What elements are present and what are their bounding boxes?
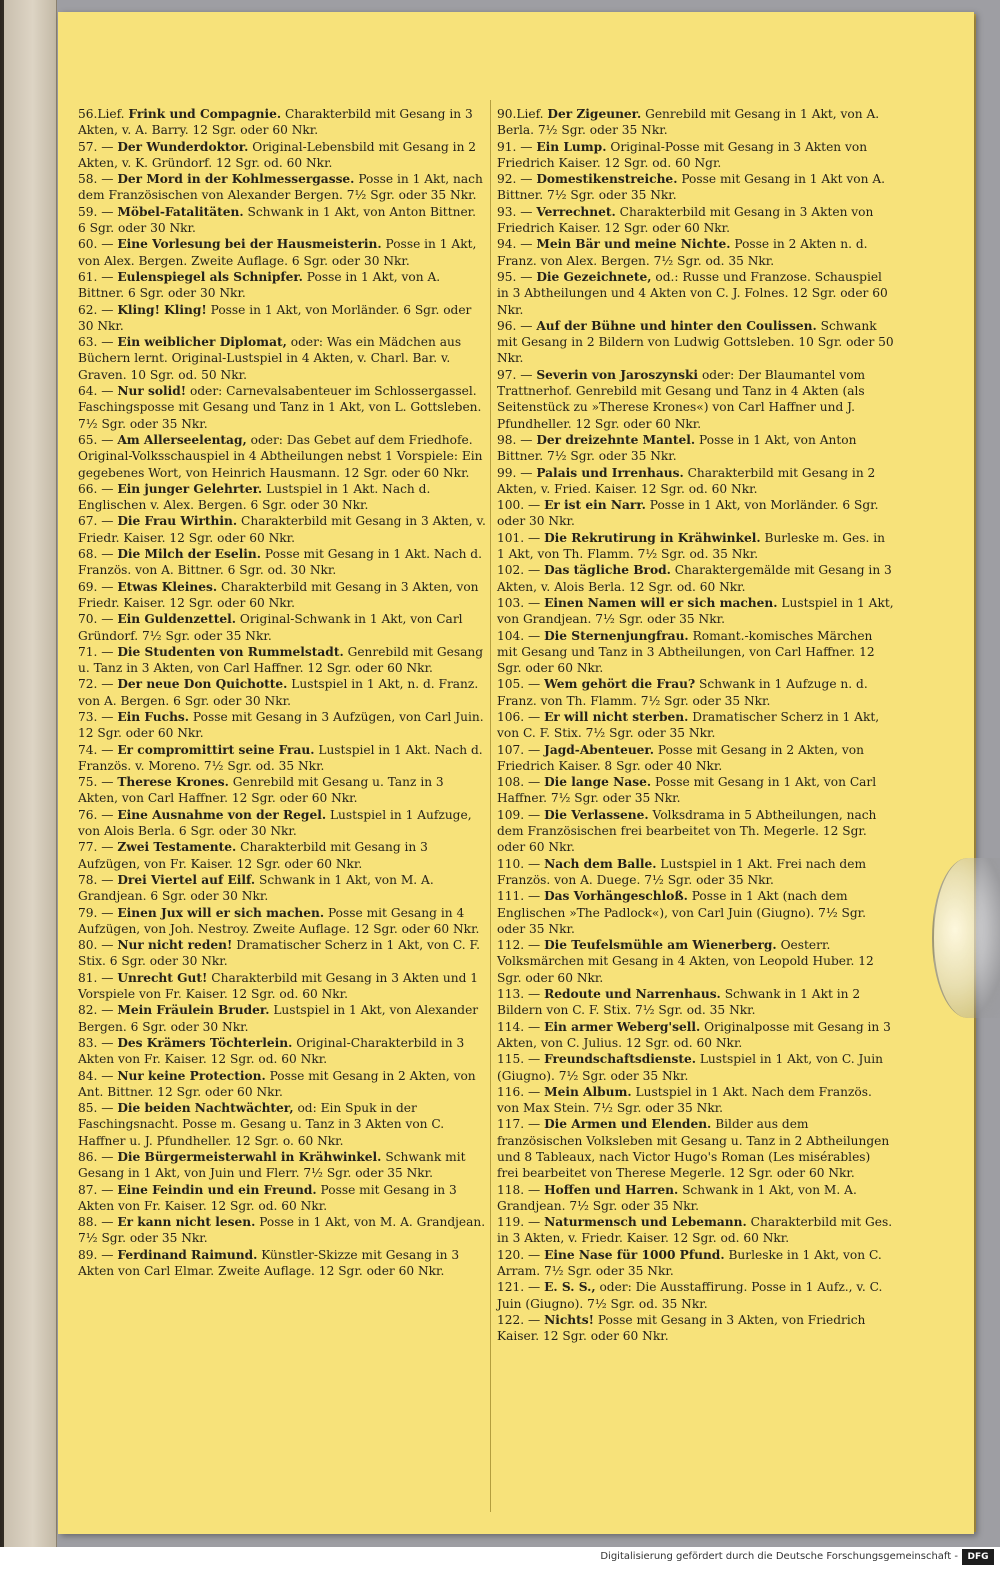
entry-title: Jagd-Abenteuer. (544, 742, 654, 757)
entry-title: Die Armen und Elenden. (544, 1117, 712, 1132)
catalog-entry (78, 1002, 486, 1035)
entry-number: 111. — (497, 889, 541, 904)
entry-description: Dramatischer Scherz in 1 Akt, von C. F. Stix. 7½ Sgr. oder 35 Nkr. (497, 709, 880, 741)
entry-number: 68. — (78, 547, 114, 562)
entry-title: Nur keine Protection. (117, 1068, 266, 1083)
catalog-entry (78, 742, 486, 775)
entry-description: Lustspiel in 1 Akt. Nach d. Englischen v. Alex. Bergen. 6 Sgr. oder 30 Nkr. (78, 481, 431, 513)
catalog-entry (497, 1051, 895, 1084)
catalog-entry (497, 171, 895, 204)
entry-description: Posse in 1 Akt (nach dem Englischen »The Padlock«), von Carl Juin (Giugno). 7½ Sgr. oder 35 Nkr. (497, 889, 867, 936)
entry-number: 76. — (78, 807, 114, 822)
catalog-entry (497, 595, 895, 628)
catalog-entry (78, 709, 486, 742)
left-column (78, 106, 486, 1279)
catalog-entry (78, 546, 486, 579)
catalog-entry (497, 204, 895, 237)
entry-number: 82. — (78, 1003, 114, 1018)
entry-number: 89. — (78, 1247, 114, 1262)
entry-description: Lustspiel in 1 Aufzuge, von Alois Berla. 6 Sgr. oder 30 Nkr. (78, 807, 472, 839)
entry-number: 81. — (78, 970, 114, 985)
entry-number: 101. — (497, 530, 541, 545)
entry-description: oder: Carnevalsabenteuer im Schlossergassel. Faschingsposse mit Gesang und Tanz in 1 Akt, von L. Gottsleben. 7½ Sgr. oder 35 Nkr. (78, 384, 482, 431)
entry-title: Ein Fuchs. (117, 709, 190, 724)
entry-description: Romant.-komisches Märchen mit Gesang und Tanz in 3 Abtheilungen, von Carl Haffner. 12 Sgr. oder 60 Nkr. (497, 628, 875, 676)
entry-number: 72. — (78, 677, 114, 692)
entry-title: Die Frau Wirthin. (117, 514, 238, 529)
entry-title: Redoute und Narrenhaus. (544, 987, 721, 1002)
entry-title: Der Mord in der Kohlmessergasse. (117, 172, 355, 187)
entry-title: Ferdinand Raimund. (117, 1247, 258, 1262)
entry-description: Posse mit Gesang in 4 Aufzügen, von Joh. Nestroy. Zweite Auflage. 12 Sgr. oder 60 Nkr. (78, 905, 480, 936)
entry-title: Hoffen und Harren. (544, 1182, 679, 1197)
entry-description: od.: Russe und Franzose. Schauspiel in 3 Abtheilungen und 4 Akten von C. J. Folnes. 12 Sgr. oder 60 Nkr. (497, 269, 888, 317)
entry-number: 79. — (78, 905, 114, 920)
catalog-entry (78, 171, 486, 204)
entry-description: Lustspiel in 1 Akt. Nach dem Französ. von Max Stein. 7½ Sgr. oder 35 Nkr. (497, 1084, 872, 1116)
catalog-entry (497, 1084, 895, 1117)
catalog-entry (78, 1182, 486, 1215)
catalog-entry (78, 236, 486, 269)
entry-number: 109. — (497, 807, 541, 822)
catalog-entry (497, 986, 895, 1019)
entry-description: Posse mit Gesang in 3 Akten, von Friedrich Kaiser. 12 Sgr. oder 60 Nkr. (497, 1312, 866, 1344)
catalog-entry (497, 1312, 895, 1345)
entry-description: Lustspiel in 1 Akt. Nach d. Französ. v. Moreno. 7½ Sgr. od. 35 Nkr. (78, 742, 483, 773)
entry-title: Einen Namen will er sich machen. (544, 595, 778, 610)
catalog-entry (78, 807, 486, 840)
catalog-entry (497, 318, 895, 367)
catalog-entry (497, 236, 895, 269)
entry-description: Charaktergemälde mit Gesang in 3 Akten, v. Alois Berla. 12 Sgr. od. 60 Nkr. (497, 563, 892, 594)
catalog-entry (497, 432, 895, 465)
catalog-entry (78, 774, 486, 807)
entry-description: Burleske in 1 Akt, von C. Arram. 7½ Sgr. oder 35 Nkr. (497, 1247, 882, 1279)
entry-number: 121. — (497, 1280, 541, 1295)
entry-description: Genrebild mit Gesang u. Tanz in 3 Akten, von Carl Haffner. 12 Sgr. oder 60 Nkr. (78, 644, 484, 676)
catalog-entry (78, 937, 486, 970)
entry-title: Wem gehört die Frau? (544, 677, 696, 692)
catalog-entry (497, 1019, 895, 1052)
catalog-entry (497, 709, 895, 742)
entry-title: Eine Nase für 1000 Pfund. (544, 1247, 725, 1262)
catalog-entry (78, 970, 486, 1003)
entry-number: 59. — (78, 204, 114, 219)
entry-number: 114. — (497, 1019, 541, 1034)
entry-description: Posse in 1 Akt, von Morländer. 6 Sgr. oder 30 Nkr. (78, 302, 472, 333)
entry-description: oder: Der Blaumantel vom Trattnerhof. Genrebild mit Gesang und Tanz in 4 Akten (als Seitenstück zu »Therese Krones«) von Carl Haffner und J. Pfundheller. 12 Sgr. oder 60 Nkr. (497, 367, 866, 431)
catalog-entry (497, 139, 895, 172)
entry-number: 110. — (497, 856, 541, 871)
entry-title: Der neue Don Quichotte. (117, 677, 288, 692)
catalog-entry (78, 204, 486, 237)
entry-description: Burleske m. Ges. in 1 Akt, von Th. Flamm. 7½ Sgr. od. 35 Nkr. (497, 530, 885, 562)
entry-description: Genrebild mit Gesang in 1 Akt, von A. Berla. 7½ Sgr. oder 35 Nkr. (497, 107, 880, 138)
entry-number: 113. — (497, 987, 541, 1002)
entry-title: Mein Bär und meine Nichte. (536, 237, 731, 252)
entry-title: Der Zigeuner. (547, 107, 642, 121)
catalog-entry (497, 856, 895, 889)
entry-number: 84. — (78, 1068, 114, 1083)
entry-number: 94. — (497, 237, 533, 252)
entry-description: Original-Charakterbild in 3 Akten von Fr. Kaiser. 12 Sgr. od. 60 Nkr. (78, 1035, 465, 1067)
entry-title: Ein weiblicher Diplomat, (117, 335, 287, 350)
entry-description: Posse mit Gesang in 1 Akt von A. Bittner. 7½ Sgr. oder 35 Nkr. (497, 172, 886, 203)
entry-number: 75. — (78, 775, 114, 790)
entry-title: Nur nicht reden! (117, 938, 233, 953)
catalog-entry (497, 676, 895, 709)
entry-number: 119. — (497, 1215, 541, 1230)
entry-number: 69. — (78, 579, 114, 594)
catalog-entry (78, 905, 486, 938)
entry-title: Einen Jux will er sich machen. (117, 905, 325, 920)
entry-number: 71. — (78, 644, 114, 659)
catalog-entry (497, 628, 895, 677)
entry-title: Eulenspiegel als Schnipfer. (117, 269, 303, 284)
entry-title: Nur solid! (117, 384, 187, 399)
entry-description: Bilder aus dem französischen Volksleben mit Gesang u. Tanz in 2 Abtheilungen und 8 Tableaux, nach Victor Hugo's Roman (Les misérables) frei bearbeitet von Therese Megerle. 12 Sgr. oder 60 Nkr. (497, 1117, 890, 1181)
digitization-credit: Digitalisierung gefördert durch die Deutsche Forschungsgemeinschaft - (600, 1551, 958, 1562)
catalog-entry (497, 1116, 895, 1181)
entry-description: Charakterbild mit Gesang in 3 Akten und 1 Vorspiele von Fr. Kaiser. 12 Sgr. od. 60 Nkr. (78, 970, 479, 1002)
entry-description: Posse in 1 Akt, von Morländer. 6 Sgr. oder 30 Nkr. (497, 498, 879, 529)
entry-title: Mein Fräulein Bruder. (117, 1003, 270, 1018)
entry-description: Posse in 1 Akt, von Anton Bittner. 7½ Sgr. oder 35 Nkr. (497, 432, 857, 464)
entry-title: Ein Guldenzettel. (117, 612, 236, 627)
entry-description: Posse in 2 Akten n. d. Franz. von Alex. Bergen. 7½ Sgr. od. 35 Nkr. (497, 237, 868, 268)
entry-number: 74. — (78, 742, 114, 757)
entry-title: Der Wunderdoktor. (117, 139, 249, 154)
entry-description: Posse mit Gesang in 2 Akten, von Friedrich Kaiser. 8 Sgr. oder 40 Nkr. (497, 742, 864, 773)
entry-title: Ein Lump. (536, 139, 607, 154)
entry-description: Schwank mit Gesang in 1 Akt, von Juin und Flerr. 7½ Sgr. oder 35 Nkr. (78, 1150, 466, 1181)
entry-description: Original-Schwank in 1 Akt, von Carl Gründorf. 7½ Sgr. oder 35 Nkr. (78, 612, 463, 643)
previous-page-edge (4, 0, 57, 1547)
entry-description: Oesterr. Volksmärchen mit Gesang in 4 Akten, von Leopold Huber. 12 Sgr. oder 60 Nkr. (497, 938, 874, 985)
entry-description: oder: Was ein Mädchen aus Büchern lernt. Original-Lustspiel in 4 Akten, v. Charl. Bar. v. Graven. 10 Sgr. od. 50 Nkr. (78, 335, 462, 382)
entry-title: Therese Krones. (117, 775, 229, 790)
catalog-entry (78, 1100, 486, 1149)
catalog-entry (497, 530, 895, 563)
entry-number: 97. — (497, 367, 533, 382)
entry-description: Lustspiel in 1 Akt, von C. Juin (Giugno). 7½ Sgr. oder 35 Nkr. (497, 1052, 884, 1083)
entry-title: Severin von Jaroszynski (536, 367, 699, 382)
entry-number: 106. — (497, 709, 541, 724)
entry-number: 103. — (497, 595, 541, 610)
entry-title: Möbel-Fatalitäten. (117, 204, 244, 219)
entry-title: Drei Viertel auf Eilf. (117, 872, 256, 887)
catalog-entry (78, 481, 486, 514)
catalog-entry (78, 334, 486, 383)
entry-number: 86. — (78, 1150, 114, 1164)
entry-title: Die Gezeichnete, (536, 269, 652, 284)
entry-title: Nichts! (544, 1312, 594, 1327)
entry-title: Die Rekrutirung in Krähwinkel. (544, 530, 761, 545)
entry-description: od: Ein Spuk in der Faschingsnacht. Posse m. Gesang u. Tanz in 3 Akten von C. Haffner u. J. Pfundheller. 12 Sgr. o. 60 Nkr. (78, 1101, 445, 1148)
entry-number: 118. — (497, 1182, 541, 1197)
entry-description: Posse in 1 Akt, von A. Bittner. 6 Sgr. oder 30 Nkr. (78, 269, 441, 301)
entry-title: Er will nicht sterben. (544, 709, 689, 724)
catalog-entry (78, 269, 486, 302)
catalog-entry (497, 106, 895, 139)
entry-title: Eine Feindin und ein Freund. (117, 1182, 317, 1197)
entry-title: Unrecht Gut! (117, 970, 208, 985)
catalog-entry (497, 1214, 895, 1247)
entry-title: E. S. S., (544, 1280, 596, 1295)
entry-number: 105. — (497, 677, 541, 692)
catalog-entry (78, 432, 486, 481)
entry-title: Die Studenten von Rummelstadt. (117, 644, 344, 659)
glass-weight-reflection (932, 858, 1000, 1018)
entry-title: Die Milch der Eselin. (117, 547, 262, 562)
entry-title: Der dreizehnte Mantel. (536, 432, 696, 447)
entry-description: Charakterbild mit Gesang in 3 Akten, v. A. Barry. 12 Sgr. oder 60 Nkr. (78, 107, 473, 138)
entry-number: 96. — (497, 318, 533, 333)
entry-description: Schwank in 1 Akt, von Anton Bittner. 6 Sgr. oder 30 Nkr. (78, 204, 477, 236)
catalog-entry (78, 872, 486, 905)
entry-description: Schwank mit Gesang in 2 Bildern von Ludwig Gottsleben. 10 Sgr. oder 50 Nkr. (497, 318, 894, 366)
entry-number: 98. — (497, 432, 533, 447)
catalog-entry (497, 742, 895, 775)
entry-number: 87. — (78, 1182, 114, 1197)
entry-number: 120. — (497, 1247, 541, 1262)
entry-number: 60. — (78, 237, 114, 252)
entry-description: Posse mit Gesang in 3 Aufzügen, von Carl Juin. 12 Sgr. oder 60 Nkr. (78, 709, 484, 741)
entry-description: Schwank in 1 Akt in 2 Bildern von C. F. Stix. 7½ Sgr. od. 35 Nkr. (497, 987, 861, 1018)
catalog-entry (78, 106, 486, 139)
entry-title: Frink und Compagnie. (128, 107, 282, 121)
entry-description: oder: Das Gebet auf dem Friedhofe. Original-Volksschauspiel in 4 Abtheilungen nebst 1 Vorspiele: Ein gegebenes Wort, von Heinrich Hausmann. 12 Sgr. oder 60 Nkr. (78, 432, 483, 480)
entry-number: 100. — (497, 498, 541, 513)
entry-description: Posse in 1 Akt, von M. A. Grandjean. 7½ Sgr. oder 35 Nkr. (78, 1215, 486, 1246)
catalog-entry (78, 579, 486, 612)
entry-number: 115. — (497, 1052, 541, 1067)
catalog-entry (497, 1182, 895, 1215)
entry-title: Die beiden Nachtwächter, (117, 1101, 294, 1116)
entry-description: Charakterbild mit Ges. in 3 Akten, v. Friedr. Kaiser. 12 Sgr. od. 60 Nkr. (497, 1215, 893, 1246)
entry-number: 90.Lief. (497, 107, 544, 121)
entry-description: Schwank in 1 Akt, von M. A. Grandjean. 6 Sgr. oder 30 Nkr. (78, 872, 434, 904)
entry-title: Die Teufelsmühle am Wienerberg. (544, 938, 777, 953)
entry-title: Er ist ein Narr. (544, 498, 646, 513)
catalog-entry (497, 888, 895, 937)
entry-description: Charakterbild mit Gesang in 3 Akten, v. Friedr. Kaiser. 12 Sgr. oder 60 Nkr. (78, 514, 486, 545)
entry-title: Die Verlassene. (544, 807, 649, 822)
entry-number: 65. — (78, 432, 114, 447)
entry-number: 88. — (78, 1215, 114, 1230)
entry-description: Charakterbild mit Gesang in 3 Aufzügen, von Fr. Kaiser. 12 Sgr. oder 60 Nkr. (78, 840, 428, 871)
entry-number: 61. — (78, 269, 114, 284)
catalog-entry (78, 1035, 486, 1068)
entry-number: 107. — (497, 742, 541, 757)
entry-number: 102. — (497, 563, 541, 578)
entry-description: Lustspiel in 1 Akt. Frei nach dem Französ. von A. Duege. 7½ Sgr. oder 35 Nkr. (497, 856, 867, 887)
entry-number: 85. — (78, 1101, 114, 1116)
catalog-entry (497, 562, 895, 595)
entry-description: Posse in 1 Akt, von Alex. Bergen. Zweite Auflage. 6 Sgr. oder 30 Nkr. (78, 237, 477, 268)
entry-title: Mein Album. (544, 1084, 632, 1099)
entry-number: 78. — (78, 872, 114, 887)
entry-number: 77. — (78, 840, 114, 855)
catalog-entry (78, 611, 486, 644)
entry-description: Schwank in 1 Aufzuge n. d. Franz. von Th. Flamm. 7½ Sgr. oder 35 Nkr. (497, 677, 868, 708)
entry-title: Die Bürgermeisterwahl in Krähwinkel. (117, 1150, 382, 1164)
catalog-entry (78, 139, 486, 172)
entry-number: 95. — (497, 269, 533, 284)
catalog-entry (78, 1214, 486, 1247)
entry-number: 58. — (78, 172, 114, 187)
catalog-entry (78, 1068, 486, 1101)
catalog-entry (78, 302, 486, 335)
entry-title: Naturmensch und Lebemann. (544, 1215, 747, 1230)
entry-number: 80. — (78, 938, 114, 953)
entry-title: Ein armer Weberg'sell. (544, 1019, 701, 1034)
entry-number: 117. — (497, 1117, 541, 1132)
entry-title: Des Krämers Töchterlein. (117, 1035, 293, 1050)
entry-title: Das tägliche Brod. (544, 563, 671, 578)
entry-title: Eine Vorlesung bei der Hausmeisterin. (117, 237, 382, 252)
catalog-entry (497, 1247, 895, 1280)
entry-number: 99. — (497, 465, 533, 480)
catalog-entry (78, 1247, 486, 1280)
column-divider (490, 100, 491, 1512)
entry-description: Original-Lebensbild mit Gesang in 2 Akten, v. K. Gründorf. 12 Sgr. od. 60 Nkr. (78, 139, 477, 170)
catalog-entry (78, 839, 486, 872)
entry-title: Palais und Irrenhaus. (536, 465, 684, 480)
catalog-entry (497, 807, 895, 856)
entry-title: Die Sternenjungfrau. (544, 628, 689, 643)
entry-number: 56.Lief. (78, 107, 125, 121)
entry-number: 66. — (78, 481, 114, 496)
catalog-entry (497, 937, 895, 986)
entry-title: Etwas Kleines. (117, 579, 218, 594)
entry-title: Ein junger Gelehrter. (117, 481, 263, 496)
entry-title: Das Vorhängeschloß. (544, 889, 688, 904)
entry-description: Lustspiel in 1 Akt, von Grandjean. 7½ Sgr. oder 35 Nkr. (497, 595, 894, 627)
entry-description: Genrebild mit Gesang u. Tanz in 3 Akten, von Carl Haffner. 12 Sgr. oder 60 Nkr. (78, 775, 444, 806)
dfg-logo: DFG (962, 1549, 994, 1565)
entry-title: Eine Ausnahme von der Regel. (117, 807, 327, 822)
entry-description: Posse mit Gesang in 2 Akten, von Ant. Bittner. 12 Sgr. oder 60 Nkr. (78, 1068, 476, 1099)
entry-description: Posse in 1 Akt, nach dem Französischen von Alexander Bergen. 7½ Sgr. oder 35 Nkr. (78, 172, 483, 203)
entry-number: 116. — (497, 1084, 541, 1099)
entry-title: Er kann nicht lesen. (117, 1215, 256, 1230)
entry-number: 57. — (78, 139, 114, 154)
entry-description: Originalposse mit Gesang in 3 Akten, von C. Julius. 12 Sgr. od. 60 Nkr. (497, 1019, 891, 1050)
entry-description: Charakterbild mit Gesang in 2 Akten, v. Fried. Kaiser. 12 Sgr. od. 60 Nkr. (497, 465, 876, 496)
catalog-entry (78, 644, 486, 677)
entry-description: Charakterbild mit Gesang in 3 Akten, von Friedr. Kaiser. 12 Sgr. oder 60 Nkr. (78, 579, 479, 610)
entry-title: Freundschaftsdienste. (544, 1052, 696, 1067)
entry-description: Charakterbild mit Gesang in 3 Akten von Friedrich Kaiser. 12 Sgr. oder 60 Nkr. (497, 204, 874, 236)
entry-description: Posse mit Gesang in 1 Akt. Nach d. Französ. von A. Bittner. 6 Sgr. od. 30 Nkr. (78, 547, 482, 578)
entry-number: 108. — (497, 775, 541, 790)
catalog-entry (78, 383, 486, 432)
entry-number: 112. — (497, 938, 541, 953)
entry-number: 104. — (497, 628, 541, 643)
catalog-entry (78, 513, 486, 546)
catalog-entry (497, 465, 895, 498)
right-column (497, 106, 895, 1345)
entry-number: 92. — (497, 172, 533, 187)
entry-number: 63. — (78, 335, 114, 350)
catalog-entry (78, 676, 486, 709)
catalog-entry (497, 497, 895, 530)
entry-description: Schwank in 1 Akt, von M. A. Grandjean. 7½ Sgr. oder 35 Nkr. (497, 1182, 857, 1213)
entry-number: 122. — (497, 1312, 541, 1327)
entry-title: Am Allerseelentag, (117, 432, 247, 447)
entry-description: Original-Posse mit Gesang in 3 Akten von Friedrich Kaiser. 12 Sgr. od. 60 Ngr. (497, 139, 868, 170)
entry-number: 64. — (78, 384, 114, 399)
catalog-entry (78, 1149, 486, 1182)
entry-description: Dramatischer Scherz in 1 Akt, von C. F. Stix. 6 Sgr. oder 30 Nkr. (78, 938, 480, 969)
entry-title: Domestikenstreiche. (536, 172, 678, 187)
entry-title: Er compromittirt seine Frau. (117, 742, 315, 757)
catalog-entry (497, 774, 895, 807)
entry-description: Posse mit Gesang in 1 Akt, von Carl Haffner. 7½ Sgr. oder 35 Nkr. (497, 775, 877, 806)
entry-number: 93. — (497, 204, 533, 219)
catalog-entry (497, 1279, 895, 1312)
entry-number: 91. — (497, 139, 533, 154)
entry-title: Die lange Nase. (544, 775, 652, 790)
catalog-entry (497, 367, 895, 432)
entry-description: Lustspiel in 1 Akt, von Alexander Bergen. 6 Sgr. oder 30 Nkr. (78, 1003, 479, 1034)
entry-number: 83. — (78, 1035, 114, 1050)
entry-number: 62. — (78, 302, 114, 317)
entry-number: 70. — (78, 612, 114, 627)
entry-number: 67. — (78, 514, 114, 529)
entry-title: Verrechnet. (536, 204, 616, 219)
entry-title: Nach dem Balle. (544, 856, 657, 871)
entry-title: Kling! Kling! (117, 302, 207, 317)
entry-description: Künstler-Skizze mit Gesang in 3 Akten von Carl Elmar. Zweite Auflage. 12 Sgr. oder 60 Nkr. (78, 1247, 460, 1279)
entry-title: Auf der Bühne und hinter den Coulissen. (536, 318, 817, 333)
entry-description: oder: Die Ausstaffirung. Posse in 1 Aufz., v. C. Juin (Giugno). 7½ Sgr. od. 35 Nkr. (497, 1280, 883, 1311)
entry-number: 73. — (78, 709, 114, 724)
entry-description: Lustspiel in 1 Akt, n. d. Franz. von A. Bergen. 6 Sgr. oder 30 Nkr. (78, 677, 479, 708)
entry-description: Posse mit Gesang in 3 Akten von Fr. Kaiser. 12 Sgr. od. 60 Nkr. (78, 1182, 457, 1213)
entry-title: Zwei Testamente. (117, 840, 237, 855)
catalog-entry (497, 269, 895, 318)
entry-description: Volksdrama in 5 Abtheilungen, nach dem Französischen frei bearbeitet von Th. Megerle. 12 Sgr. oder 60 Nkr. (497, 807, 877, 855)
